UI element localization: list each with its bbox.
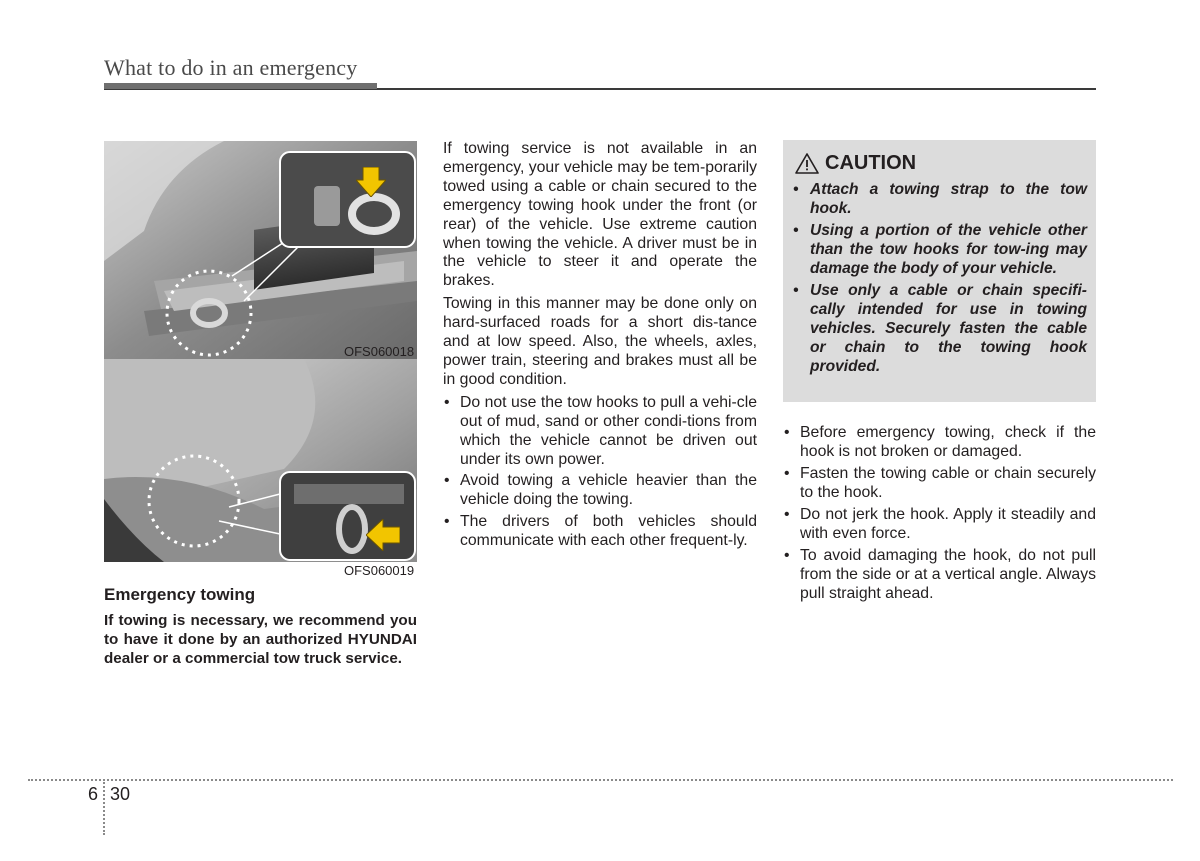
list-item: • Before emergency towing, check if the hook is not broken or damaged. — [783, 423, 1096, 461]
section-heading: Emergency towing — [104, 585, 256, 604]
figure-rear-tow-hook — [104, 359, 417, 562]
bullet-list — [783, 423, 1096, 603]
caution-item: • Attach a towing strap to the tow hook. — [793, 180, 1087, 218]
footer-rule — [28, 779, 1173, 781]
footer-divider — [103, 779, 105, 835]
page-number: 30 — [110, 784, 131, 804]
body-column-3 — [783, 423, 1096, 606]
figure-code-front: OFS060018 — [344, 344, 415, 359]
caution-item: • Using a portion of the vehicle other than the tow hooks for tow-ing may damage the body of your vehicle. — [793, 221, 1087, 278]
list-item: • To avoid damaging the hook, do not pull from the side or at a vertical angle. Always pull straight ahead. — [783, 546, 1096, 603]
caution-heading — [795, 152, 916, 175]
header-title: What to do in an emergency — [104, 55, 358, 80]
header-rule-accent — [104, 83, 377, 89]
section-intro: If towing is necessary, we recommend you to have it done by an authorized HYUNDAI dealer or a commercial tow truck service. — [104, 612, 417, 667]
caution-item: • Use only a cable or chain specifi-cally intended for use in towing vehicles. Securely fasten the cable or chain to the towing hook provided. — [793, 281, 1087, 376]
arrow-left-icon — [366, 519, 400, 551]
body-column-2 — [443, 140, 757, 554]
list-item: • Fasten the towing cable or chain securely to the hook. — [783, 464, 1096, 502]
warning-triangle-icon — [795, 153, 819, 174]
arrow-down-icon — [356, 167, 386, 197]
paragraph: Towing in this manner may be done only on hard-surfaced roads for a short dis-tance and at low speed. Also, the wheels, axles, power train, steering and brakes must all be in good condition. — [443, 295, 757, 388]
bullet-list — [443, 394, 757, 551]
chapter-number: 6 — [88, 784, 99, 804]
list-item: • The drivers of both vehicles should communicate with each other frequent-ly. — [443, 513, 757, 551]
caution-box — [783, 140, 1096, 402]
list-item: • Do not use the tow hooks to pull a vehi-cle out of mud, sand or other condi-tions from which the vehicle cannot be driven out under its own power. — [443, 394, 757, 470]
caution-title: CAUTION — [825, 152, 917, 174]
figure-code-rear: OFS060019 — [344, 563, 415, 578]
caution-list — [793, 180, 1087, 379]
list-item: • Do not jerk the hook. Apply it steadily and with even force. — [783, 505, 1096, 543]
figure-front-tow-hook — [104, 141, 417, 359]
list-item: • Avoid towing a vehicle heavier than the vehicle doing the towing. — [443, 472, 757, 510]
paragraph: If towing service is not available in an emergency, your vehicle may be tem-porarily towed using a cable or chain secured to the emergency towing hook under the front (or rear) of the vehicle. Use extreme caution when towing the vehicle. A driver must be in the vehicle to steer it and operate the brakes. — [443, 140, 758, 290]
